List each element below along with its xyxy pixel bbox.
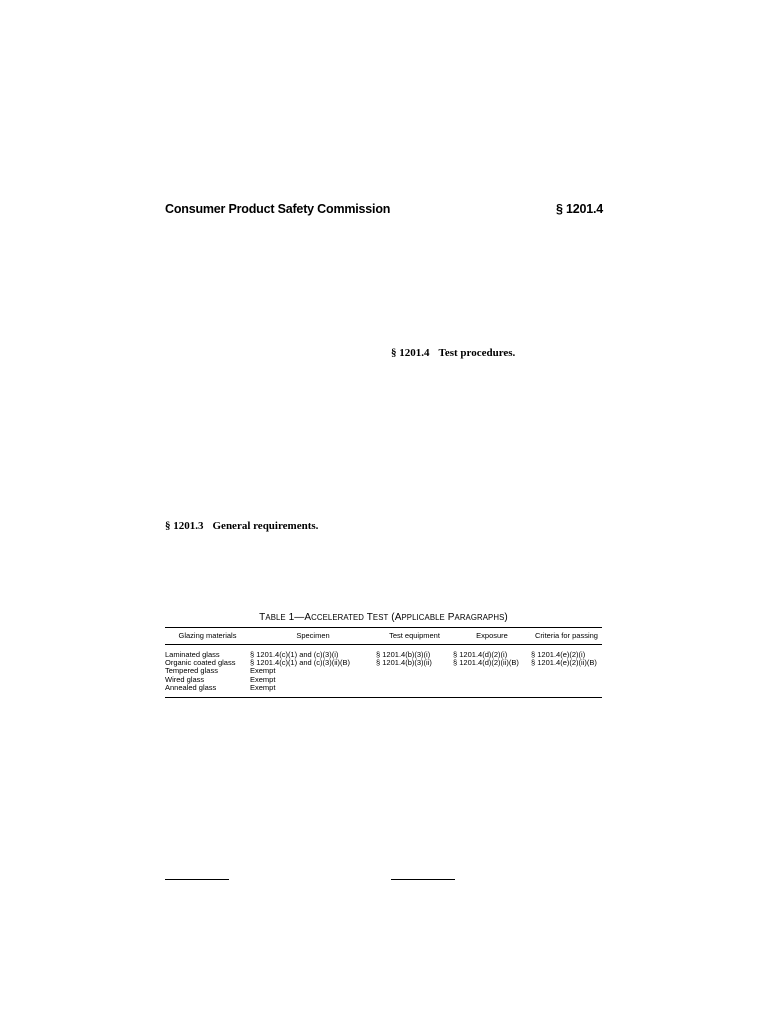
table-cell — [376, 667, 453, 675]
table-cell: § 1201.4(e)(2)(i) — [531, 650, 586, 659]
table-cell: Annealed glass — [165, 682, 217, 692]
table-row — [165, 667, 602, 675]
table-row — [165, 676, 602, 684]
section-title: Test procedures. — [438, 347, 516, 359]
table-title: TABLE 1—ACCELERATED TEST (APPLICABLE PARAGRAPHS) — [259, 612, 508, 623]
table-cell: § 1201.4(b)(3)(i) — [376, 650, 431, 659]
column-header: Criteria for passing — [531, 628, 602, 645]
table-cell — [376, 684, 453, 698]
accelerated-test-table-block — [165, 612, 602, 698]
table-cell — [531, 676, 602, 684]
column-header: Exposure — [453, 628, 531, 645]
table-cell: Exempt — [250, 682, 276, 692]
table-cell: § 1201.4(d)(2)(ii)(B) — [453, 658, 519, 668]
column-header: Specimen — [250, 628, 376, 645]
section-number: § 1201.4 — [391, 347, 430, 359]
table-cell: § 1201.4(e)(2)(ii)(B) — [531, 658, 597, 668]
table-cell: § 1201.4(d)(2)(i) — [453, 650, 508, 659]
running-head-title: Consumer Product Safety Commission — [165, 202, 391, 216]
running-head-section: § 1201.4 — [555, 202, 603, 216]
table-row — [165, 645, 602, 660]
section-title: General requirements. — [212, 520, 319, 532]
column-header: Test equipment — [376, 628, 453, 645]
table-cell — [453, 676, 531, 684]
table-cell: § 1201.4(c)(1) and (c)(3)(ii)(B) — [250, 658, 351, 668]
table-cell: § 1201.4(c)(1) and (c)(3)(i) — [250, 650, 339, 659]
section-heading-test-procedures — [391, 347, 515, 359]
table-cell — [376, 676, 453, 684]
footnote-rule-right — [391, 879, 455, 880]
table-cell: Laminated glass — [165, 650, 220, 659]
table-row — [165, 659, 602, 667]
table-cell: Wired glass — [165, 674, 205, 684]
table-cell — [453, 684, 531, 698]
table-cell: Exempt — [250, 674, 276, 684]
footnote-rule-left — [165, 879, 229, 880]
section-number: § 1201.3 — [165, 520, 204, 532]
table-cell: § 1201.4(b)(3)(ii) — [376, 658, 432, 668]
table-cell — [531, 667, 602, 675]
accelerated-test-table — [165, 627, 602, 698]
table-cell: Exempt — [250, 666, 276, 676]
table-cell — [453, 667, 531, 675]
column-header: Glazing materials — [165, 628, 250, 645]
table-cell — [531, 684, 602, 698]
table-cell: Tempered glass — [165, 666, 218, 676]
table-row — [165, 684, 602, 698]
table-header-row — [165, 628, 602, 645]
table-cell: Organic coated glass — [165, 658, 236, 668]
section-heading-general-requirements — [165, 520, 318, 532]
